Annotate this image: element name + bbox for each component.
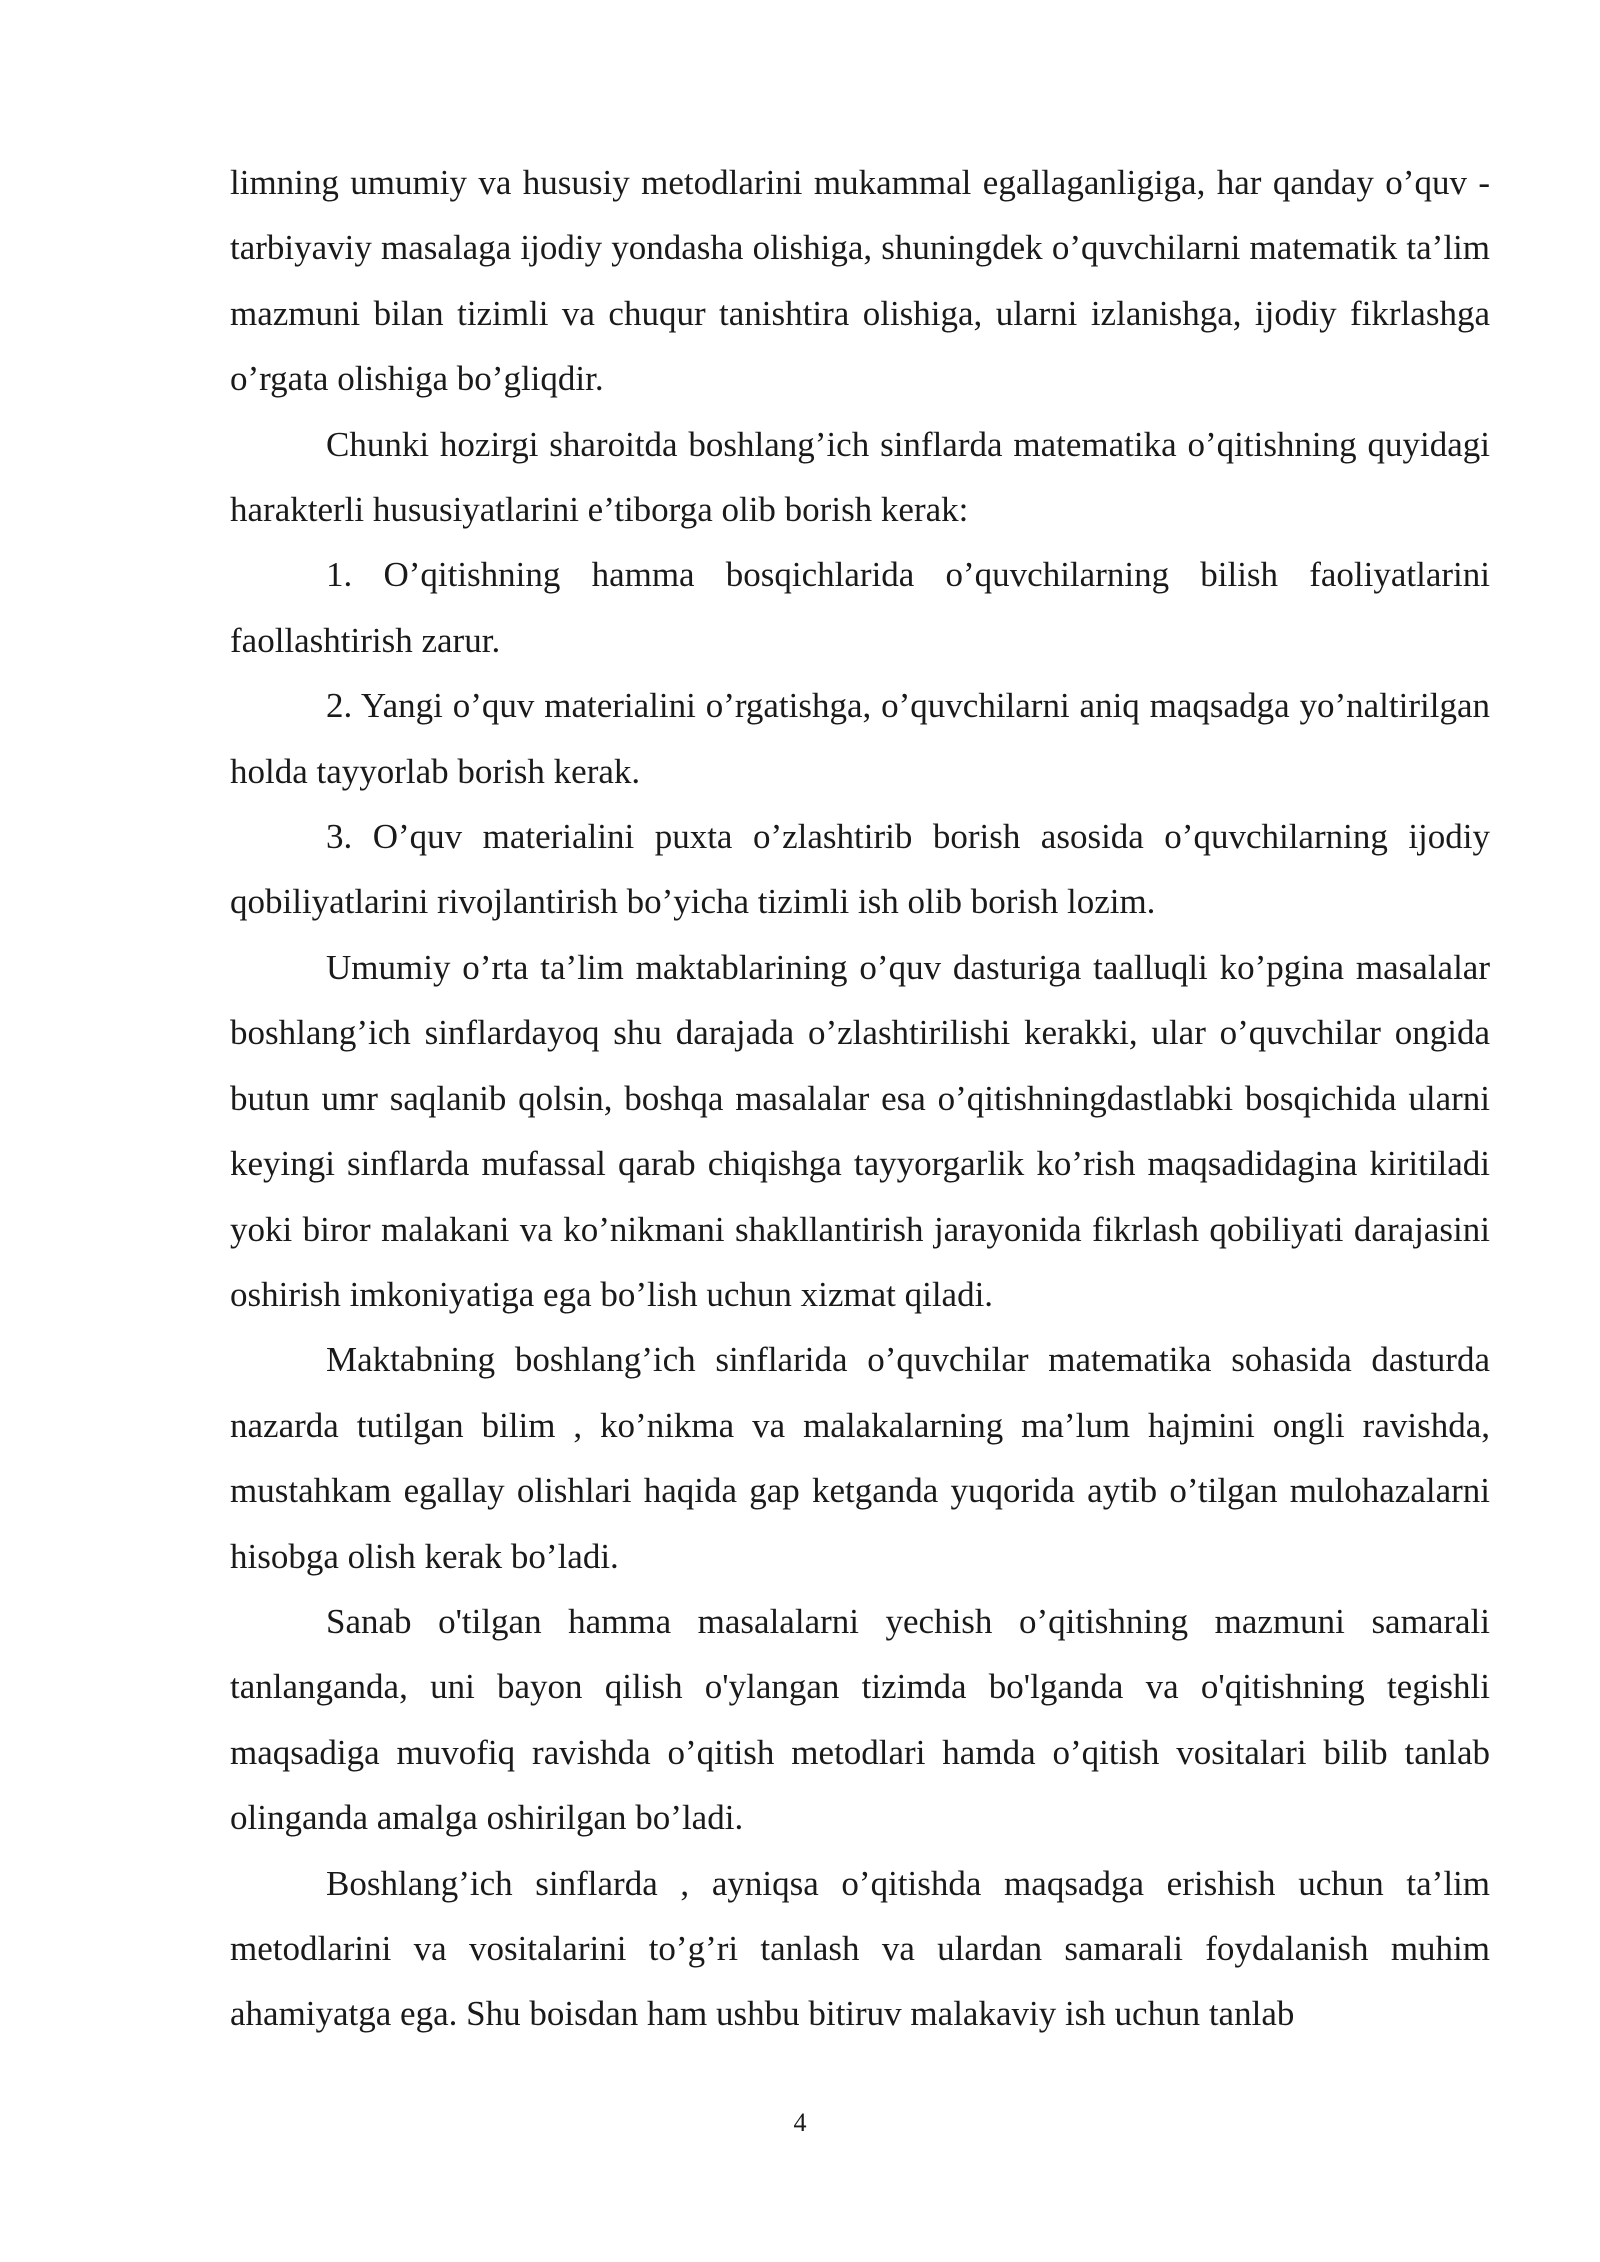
list-item-3: 3. O’quv materialini puxta o’zlashtirib borish asosida o’quvchilarning ijodiy qobiliyatlarini rivojlantirish bo’yicha tizimli ish olib borish lozim. [230, 817, 1490, 922]
page-number: 4 [793, 2108, 807, 2137]
body-text [230, 150, 1490, 2047]
paragraph-intro: Chunki hozirgi sharoitda boshlang’ich sinflarda matematika o’qitishning quyidagi harakterli hususiyatlarini e’tiborga olib borish kerak: [230, 424, 1490, 530]
paragraph-continuation: limning umumiy va hususiy metodlarini mukammal egallaganligiga, har qanday o’quv - tarbiyaviy masalaga ijodiy yondasha olishiga, shuningdek o’quvchilarni matematik ta’lim mazmuni bilan tizimli va chuqur tanishtira olishiga, ularni izlanishga, ijodiy fikrlashga o’rgata olishiga bo’gliqdir. [230, 163, 1490, 399]
paragraph-primary-school: Maktabning boshlang’ich sinflarida o’quvchilar matematika sohasida dasturda nazarda tutilgan bilim , ko’nikma va malakalarning ma’lum hajmini ongli ravishda, mustahkam egallay olishlari haqida gap ketganda yuqorida aytib o’tilgan mulohazalarni hisobga olish kerak bo’ladi. [230, 1340, 1490, 1576]
list-item-1: 1. O’qitishning hamma bosqichlarida o’quvchilarning bilish faoliyatlarini faollashtirish zarur. [230, 555, 1490, 660]
paragraph-conclusion: Boshlang’ich sinflarda , ayniqsa o’qitishda maqsadga erishish uchun ta’lim metodlarini va vositalarini to’g’ri tanlash va ulardan samarali foydalanish muhim ahamiyatga ega. Shu boisdan ham ushbu bitiruv malakaviy ish uchun tanlab [230, 1863, 1490, 2034]
paragraph-methods-selection: Sanab o'tilgan hamma masalalarni yechish o’qitishning mazmuni samarali tanlanganda, uni bayon qilish o'ylangan tizimda bo'lganda va o'qitishning tegishli maqsadiga muvofiq ravishda o’qitish metodlari hamda o’qitish vositalari bilib tanlab olinganda amalga oshirilgan bo’ladi. [230, 1601, 1490, 1838]
paragraph-curriculum: Umumiy o’rta ta’lim maktablarining o’quv dasturiga taalluqli ko’pgina masalalar boshlang’ich sinflardayoq shu darajada o’zlashtirilishi kerakki, ular o’quvchilar ongida butun umr saqlanib qolsin, boshqa masalalar esa o’qitishningdastlabki bosqichida ularni keyingi sinflarda mufassal qarab chiqishga tayyorgarlik ko’rish maqsadidagina kiritiladi yoki biror malakani va ko’nikmani shakllantirish jarayonida fikrlash qobiliyati darajasini oshirish imkoniyatiga ega bo’lish uchun xizmat qiladi. [230, 947, 1490, 1314]
list-item-2: 2. Yangi o’quv materialini o’rgatishga, o’quvchilarni aniq maqsadga yo’naltirilgan holda tayyorlab borish kerak. [230, 686, 1490, 791]
